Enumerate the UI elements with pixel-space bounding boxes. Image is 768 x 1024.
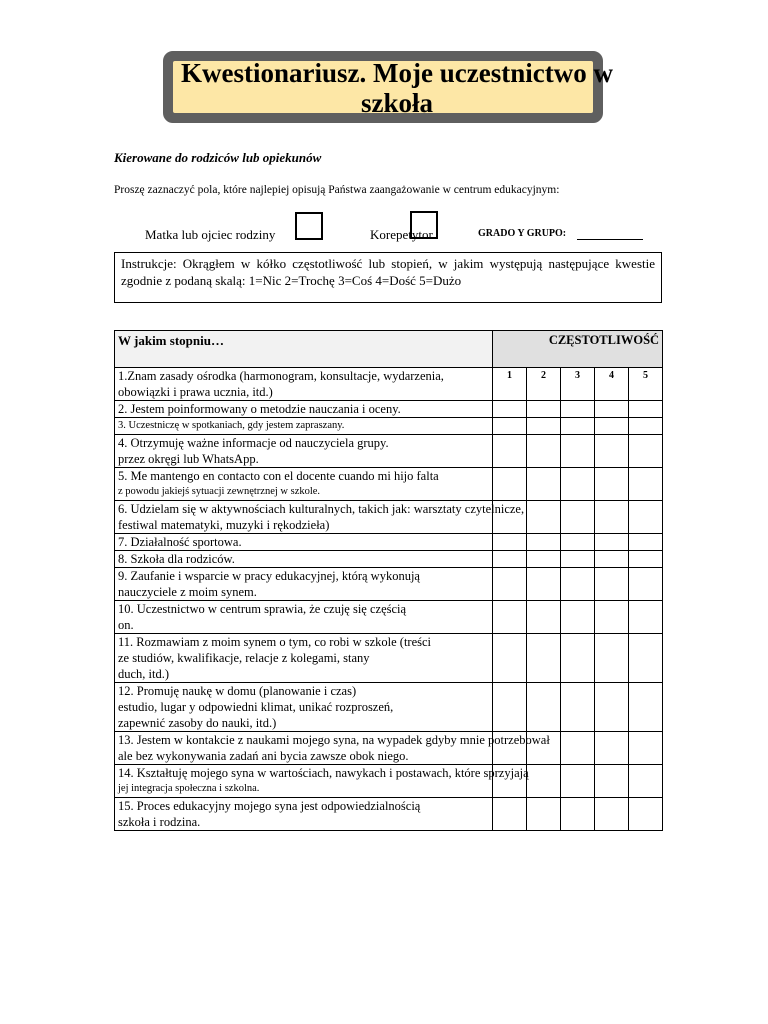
question-text (115, 732, 550, 765)
table-row (115, 435, 663, 468)
answer-cell[interactable] (629, 418, 663, 435)
answer-cell[interactable] (527, 534, 561, 551)
instruction-prompt: Proszę zaznaczyć pola, które najlepiej opisują Państwa zaangażowanie w centrum edukacyjnym: (114, 184, 560, 196)
answer-cell[interactable] (493, 435, 527, 468)
table-row (115, 501, 663, 534)
grade-group-label: GRADO Y GRUPO: (478, 228, 567, 239)
question-text (115, 468, 493, 501)
answer-cell[interactable] (561, 418, 595, 435)
answer-cell[interactable] (629, 601, 663, 634)
table-row (115, 732, 663, 765)
question-text (115, 798, 493, 831)
answer-cell[interactable] (493, 634, 527, 683)
header-question: W jakim stopniu… (115, 331, 493, 368)
grade-group-field[interactable] (577, 239, 643, 240)
question-line: 2. Jestem poinformowany o metodzie nauczania i oceny. (118, 402, 401, 416)
question-line: 10. Uczestnictwo w centrum sprawia, że czuję się częścią (118, 602, 407, 616)
answer-cell[interactable] (629, 468, 663, 501)
answer-cell[interactable] (595, 798, 629, 831)
answer-cell[interactable] (629, 634, 663, 683)
question-line: obowiązki i prawa ucznia, itd.) (118, 385, 273, 399)
question-text (115, 765, 529, 798)
question-line: ze studiów, kwalifikacje, relacje z kolegami, stany (118, 651, 370, 665)
question-text (115, 418, 493, 435)
question-line: szkoła i rodzina. (118, 815, 201, 829)
answer-cell[interactable] (493, 683, 527, 732)
answer-cell[interactable] (595, 401, 629, 418)
answer-cell[interactable] (561, 683, 595, 732)
answer-cell[interactable] (561, 534, 595, 551)
answer-cell[interactable] (493, 401, 527, 418)
question-line: jej integracja społeczna i szkolna. (118, 783, 260, 794)
answer-cell[interactable] (595, 551, 629, 568)
question-text (115, 601, 493, 634)
answer-cell[interactable] (527, 568, 561, 601)
answer-cell[interactable] (561, 732, 595, 765)
answer-cell[interactable] (595, 683, 629, 732)
answer-cell[interactable] (527, 601, 561, 634)
scale-label[interactable]: 1 (493, 368, 527, 401)
answer-cell[interactable] (493, 798, 527, 831)
question-line: nauczyciele z moim synem. (118, 585, 257, 599)
answer-cell[interactable] (561, 401, 595, 418)
table-row (115, 418, 663, 435)
question-line: festiwal matematyki, muzyki i rękodzieła) (118, 518, 330, 532)
question-text (115, 568, 493, 601)
question-line: 15. Proces edukacyjny mojego syna jest odpowiedzialnością (118, 799, 421, 813)
table-row (115, 568, 663, 601)
scale-label[interactable]: 3 (561, 368, 595, 401)
answer-cell[interactable] (527, 765, 561, 798)
table-row (115, 534, 663, 551)
question-line: 7. Działalność sportowa. (118, 535, 242, 549)
answer-cell[interactable] (527, 435, 561, 468)
audience-subtitle: Kierowane do rodziców lub opiekunów (114, 150, 322, 165)
question-text (115, 634, 493, 683)
page-title (172, 58, 622, 118)
answer-cell[interactable] (629, 501, 663, 534)
question-line: on. (118, 618, 134, 632)
scale-label[interactable]: 4 (595, 368, 629, 401)
tutor-checkbox[interactable] (410, 211, 438, 239)
table-row (115, 798, 663, 831)
answer-cell[interactable] (561, 501, 595, 534)
parent-label: Matka lub ojciec rodziny (145, 227, 276, 242)
parent-checkbox[interactable] (295, 212, 323, 240)
question-line: 14. Kształtuję mojego syna w wartościach, nawykach i postawach, które sprzyjają (118, 766, 529, 780)
question-line: 13. Jestem w kontakcie z naukami mojego syna, na wypadek gdyby mnie potrzebował (118, 733, 550, 747)
table-row (115, 634, 663, 683)
answer-cell[interactable] (561, 568, 595, 601)
answer-cell[interactable] (629, 798, 663, 831)
question-text (115, 534, 493, 551)
question-text (115, 501, 525, 534)
answer-cell[interactable] (561, 468, 595, 501)
answer-cell[interactable] (595, 568, 629, 601)
question-line: duch, itd.) (118, 667, 170, 681)
table-row (115, 683, 663, 732)
answer-cell[interactable] (595, 534, 629, 551)
questionnaire-table (114, 330, 663, 831)
answer-cell[interactable] (561, 551, 595, 568)
answer-cell[interactable] (629, 534, 663, 551)
instructions-box: Instrukcje: Okrągłem w kółko częstotliwość lub stopień, w jakim występują następujące kwestie zgodnie z podaną skalą: 1=Nic 2=Trochę 3=Coś 4=Dość 5=Dużo (114, 252, 662, 303)
question-text (115, 683, 493, 732)
answer-cell[interactable] (595, 732, 629, 765)
scale-label[interactable]: 5 (629, 368, 663, 401)
answer-cell[interactable] (595, 418, 629, 435)
answer-cell[interactable] (629, 435, 663, 468)
answer-cell[interactable] (595, 601, 629, 634)
answer-cell[interactable] (527, 683, 561, 732)
answer-cell[interactable] (527, 798, 561, 831)
table-row (115, 401, 663, 418)
answer-cell[interactable] (595, 501, 629, 534)
question-line: zapewnić zasoby do nauki, itd.) (118, 716, 277, 730)
question-line: 3. Uczestniczę w spotkaniach, gdy jestem zapraszany. (118, 420, 345, 431)
answer-cell[interactable] (527, 418, 561, 435)
question-line: 11. Rozmawiam z moim synem o tym, co robi w szkole (treści (118, 635, 432, 649)
question-line: z powodu jakiejś sytuacji zewnętrznej w szkole. (118, 486, 321, 497)
answer-cell[interactable] (629, 568, 663, 601)
answer-cell[interactable] (527, 401, 561, 418)
question-text (115, 401, 493, 418)
answer-cell[interactable] (629, 401, 663, 418)
answer-cell[interactable] (493, 418, 527, 435)
table-row (115, 765, 663, 798)
question-line: 8. Szkoła dla rodziców. (118, 552, 235, 566)
answer-cell[interactable] (527, 551, 561, 568)
answer-cell[interactable] (595, 435, 629, 468)
answer-cell[interactable] (561, 798, 595, 831)
table-row (115, 551, 663, 568)
question-line: 5. Me mantengo en contacto con el docente cuando mi hijo falta (118, 469, 439, 483)
answer-cell[interactable] (561, 601, 595, 634)
answer-cell[interactable] (527, 634, 561, 683)
title-line-1: Kwestionariusz. Moje uczestnictwo w (181, 58, 613, 88)
answer-cell[interactable] (561, 435, 595, 468)
answer-cell[interactable] (629, 732, 663, 765)
answer-cell[interactable] (595, 765, 629, 798)
question-line: 6. Udzielam się w aktywnościach kulturalnych, takich jak: warsztaty czytelnicze, (118, 502, 525, 516)
answer-cell[interactable] (561, 765, 595, 798)
question-line: przez okręgi lub WhatsApp. (118, 452, 259, 466)
answer-cell[interactable] (493, 568, 527, 601)
tutor-label: Korepetytor (370, 227, 433, 242)
table-row (115, 368, 663, 401)
answer-cell[interactable] (493, 551, 527, 568)
answer-cell[interactable] (629, 683, 663, 732)
answer-cell[interactable] (629, 551, 663, 568)
answer-cell[interactable] (629, 765, 663, 798)
answer-cell[interactable] (493, 468, 527, 501)
title-line-2: szkoła (360, 88, 433, 118)
answer-cell[interactable] (595, 634, 629, 683)
answer-cell[interactable] (493, 601, 527, 634)
question-text (115, 551, 493, 568)
question-text (115, 435, 493, 468)
question-line: 9. Zaufanie i wsparcie w pracy edukacyjnej, którą wykonują (118, 569, 420, 583)
question-line: 4. Otrzymuję ważne informacje od nauczyciela grupy. (118, 436, 389, 450)
question-text (115, 368, 493, 401)
answer-cell[interactable] (595, 468, 629, 501)
scale-label[interactable]: 2 (527, 368, 561, 401)
question-line: 1.Znam zasady ośrodka (harmonogram, konsultacje, wydarzenia, (118, 369, 444, 383)
question-line: estudio, lugar y odpowiedni klimat, unikać rozproszeń, (118, 700, 394, 714)
table-row (115, 468, 663, 501)
answer-cell[interactable] (561, 634, 595, 683)
answer-cell[interactable] (527, 468, 561, 501)
header-frequency: CZĘSTOTLIWOŚĆ (493, 331, 663, 368)
question-line: ale bez wykonywania zadań ani bycia zawsze obok niego. (118, 749, 409, 763)
table-row (115, 601, 663, 634)
answer-cell[interactable] (527, 501, 561, 534)
answer-cell[interactable] (493, 534, 527, 551)
question-line: 12. Promuję naukę w domu (planowanie i czas) (118, 684, 357, 698)
